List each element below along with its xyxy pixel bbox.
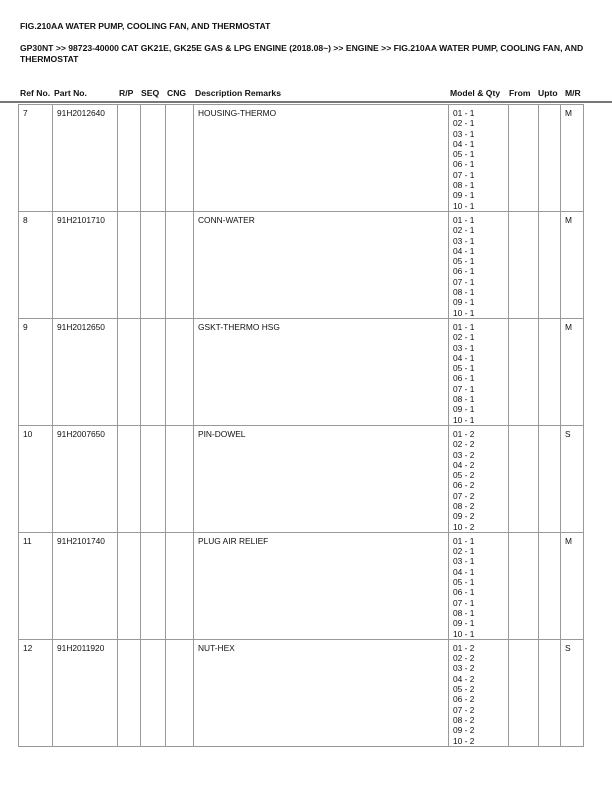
description-cell: HOUSING-THERMO (194, 105, 449, 212)
model-qty-item: 01 - 1 (453, 214, 475, 225)
model-qty-cell (449, 318, 509, 425)
model-qty-item: 07 - 1 (453, 169, 475, 180)
model-qty-item: 06 - 1 (453, 159, 475, 170)
model-qty-cell (449, 532, 509, 639)
cng-cell (166, 211, 194, 318)
mr-cell: M (561, 532, 584, 639)
breadcrumb: GP30NT >> 98723-40000 CAT GK21E, GK25E GAS & LPG ENGINE (2018.08~) >> ENGINE >> FIG.210AA WATER PUMP, COOLING FAN, AND THERMOSTAT (20, 43, 584, 64)
model-qty-item: 03 - 1 (453, 128, 475, 139)
model-qty-item: 07 - 2 (453, 490, 475, 501)
model-qty-item: 07 - 2 (453, 704, 475, 715)
model-qty-item: 02 - 1 (453, 118, 475, 129)
model-qty-item: 10 - 1 (453, 414, 475, 425)
model-qty-item: 10 - 2 (453, 521, 475, 532)
upto-cell (539, 532, 561, 639)
cng-cell (166, 639, 194, 746)
upto-cell (539, 639, 561, 746)
model-qty-item: 04 - 2 (453, 673, 475, 684)
mr-cell: M (561, 211, 584, 318)
seq-cell (141, 532, 166, 639)
header-ref-no: Ref No. (20, 88, 51, 98)
model-qty-item: 03 - 2 (453, 449, 475, 460)
model-qty-item: 10 - 1 (453, 200, 475, 211)
table-row (19, 425, 584, 532)
table-row (19, 639, 584, 746)
model-qty-item: 04 - 1 (453, 245, 475, 256)
model-qty-item: 06 - 2 (453, 694, 475, 705)
model-qty-item: 04 - 2 (453, 459, 475, 470)
model-qty-item: 09 - 1 (453, 404, 475, 415)
mr-cell: M (561, 105, 584, 212)
model-qty-item: 06 - 1 (453, 266, 475, 277)
model-qty-item: 05 - 1 (453, 577, 475, 588)
ref-no-cell: 7 (19, 105, 53, 212)
model-qty-item: 02 - 2 (453, 653, 475, 664)
part-no-cell: 91H2101740 (53, 532, 118, 639)
part-no-cell: 91H2007650 (53, 425, 118, 532)
model-qty-item: 03 - 1 (453, 342, 475, 353)
header-rp: R/P (119, 88, 134, 98)
model-qty-item: 01 - 1 (453, 535, 475, 546)
model-qty-cell (449, 211, 509, 318)
seq-cell (141, 425, 166, 532)
rp-cell (118, 532, 141, 639)
header-seq: SEQ (141, 88, 160, 98)
model-qty-item: 10 - 1 (453, 628, 475, 639)
model-qty-item: 10 - 2 (453, 735, 475, 746)
header-model-qty: Model & Qty (450, 88, 501, 98)
description-cell: GSKT-THERMO HSG (194, 318, 449, 425)
mr-cell: S (561, 425, 584, 532)
model-qty-cell (449, 105, 509, 212)
part-no-cell: 91H2012650 (53, 318, 118, 425)
model-qty-item: 07 - 1 (453, 383, 475, 394)
model-qty-item: 02 - 1 (453, 546, 475, 557)
ref-no-cell: 8 (19, 211, 53, 318)
model-qty-item: 09 - 1 (453, 190, 475, 201)
header-upto: Upto (538, 88, 558, 98)
model-qty-cell (449, 639, 509, 746)
page-title: FIG.210AA WATER PUMP, COOLING FAN, AND THERMOSTAT (20, 21, 271, 31)
model-qty-item: 05 - 1 (453, 149, 475, 160)
mr-cell: S (561, 639, 584, 746)
model-qty-item: 06 - 1 (453, 587, 475, 598)
header-cng: CNG (167, 88, 187, 98)
model-qty-cell (449, 425, 509, 532)
model-qty-item: 05 - 2 (453, 470, 475, 481)
model-qty-item: 01 - 1 (453, 108, 475, 118)
model-qty-item: 02 - 2 (453, 439, 475, 450)
header-from: From (509, 88, 531, 98)
seq-cell (141, 211, 166, 318)
upto-cell (539, 425, 561, 532)
upto-cell (539, 211, 561, 318)
ref-no-cell: 12 (19, 639, 53, 746)
model-qty-item: 05 - 1 (453, 256, 475, 267)
model-qty-item: 09 - 1 (453, 618, 475, 629)
model-qty-item: 01 - 2 (453, 428, 475, 439)
model-qty-item: 02 - 1 (453, 332, 475, 343)
table-row (19, 318, 584, 425)
rp-cell (118, 105, 141, 212)
mr-cell: M (561, 318, 584, 425)
cng-cell (166, 425, 194, 532)
model-qty-item: 06 - 1 (453, 373, 475, 384)
model-qty-item: 06 - 2 (453, 480, 475, 491)
ref-no-cell: 10 (19, 425, 53, 532)
rp-cell (118, 425, 141, 532)
ref-no-cell: 11 (19, 532, 53, 639)
model-qty-item: 04 - 1 (453, 566, 475, 577)
header-part-no: Part No. (54, 88, 87, 98)
from-cell (509, 425, 539, 532)
rp-cell (118, 211, 141, 318)
upto-cell (539, 318, 561, 425)
cng-cell (166, 532, 194, 639)
table-row (19, 105, 584, 212)
from-cell (509, 532, 539, 639)
upto-cell (539, 105, 561, 212)
header-description: Description Remarks (195, 88, 281, 98)
parts-table (18, 104, 584, 747)
model-qty-item: 10 - 1 (453, 307, 475, 318)
rp-cell (118, 318, 141, 425)
table-row (19, 211, 584, 318)
header-divider (0, 101, 612, 103)
model-qty-item: 01 - 1 (453, 321, 475, 332)
model-qty-item: 04 - 1 (453, 138, 475, 149)
rp-cell (118, 639, 141, 746)
description-cell: PIN-DOWEL (194, 425, 449, 532)
description-cell: NUT-HEX (194, 639, 449, 746)
seq-cell (141, 639, 166, 746)
model-qty-item: 08 - 1 (453, 394, 475, 405)
ref-no-cell: 9 (19, 318, 53, 425)
seq-cell (141, 105, 166, 212)
model-qty-item: 05 - 2 (453, 684, 475, 695)
table-row (19, 532, 584, 639)
model-qty-item: 09 - 2 (453, 725, 475, 736)
model-qty-item: 03 - 1 (453, 235, 475, 246)
description-cell: CONN-WATER (194, 211, 449, 318)
part-no-cell: 91H2012640 (53, 105, 118, 212)
seq-cell (141, 318, 166, 425)
header-mr: M/R (565, 88, 581, 98)
part-no-cell: 91H2101710 (53, 211, 118, 318)
model-qty-item: 01 - 2 (453, 642, 475, 653)
model-qty-item: 02 - 1 (453, 225, 475, 236)
from-cell (509, 639, 539, 746)
model-qty-item: 03 - 1 (453, 556, 475, 567)
part-no-cell: 91H2011920 (53, 639, 118, 746)
model-qty-item: 08 - 2 (453, 714, 475, 725)
from-cell (509, 318, 539, 425)
model-qty-item: 03 - 2 (453, 663, 475, 674)
cng-cell (166, 318, 194, 425)
model-qty-item: 07 - 1 (453, 597, 475, 608)
model-qty-item: 09 - 1 (453, 297, 475, 308)
model-qty-item: 08 - 1 (453, 607, 475, 618)
model-qty-item: 09 - 2 (453, 511, 475, 522)
from-cell (509, 211, 539, 318)
from-cell (509, 105, 539, 212)
description-cell: PLUG AIR RELIEF (194, 532, 449, 639)
model-qty-item: 05 - 1 (453, 363, 475, 374)
cng-cell (166, 105, 194, 212)
model-qty-item: 08 - 1 (453, 180, 475, 191)
model-qty-item: 08 - 1 (453, 287, 475, 298)
model-qty-item: 07 - 1 (453, 276, 475, 287)
model-qty-item: 04 - 1 (453, 352, 475, 363)
model-qty-item: 08 - 2 (453, 500, 475, 511)
